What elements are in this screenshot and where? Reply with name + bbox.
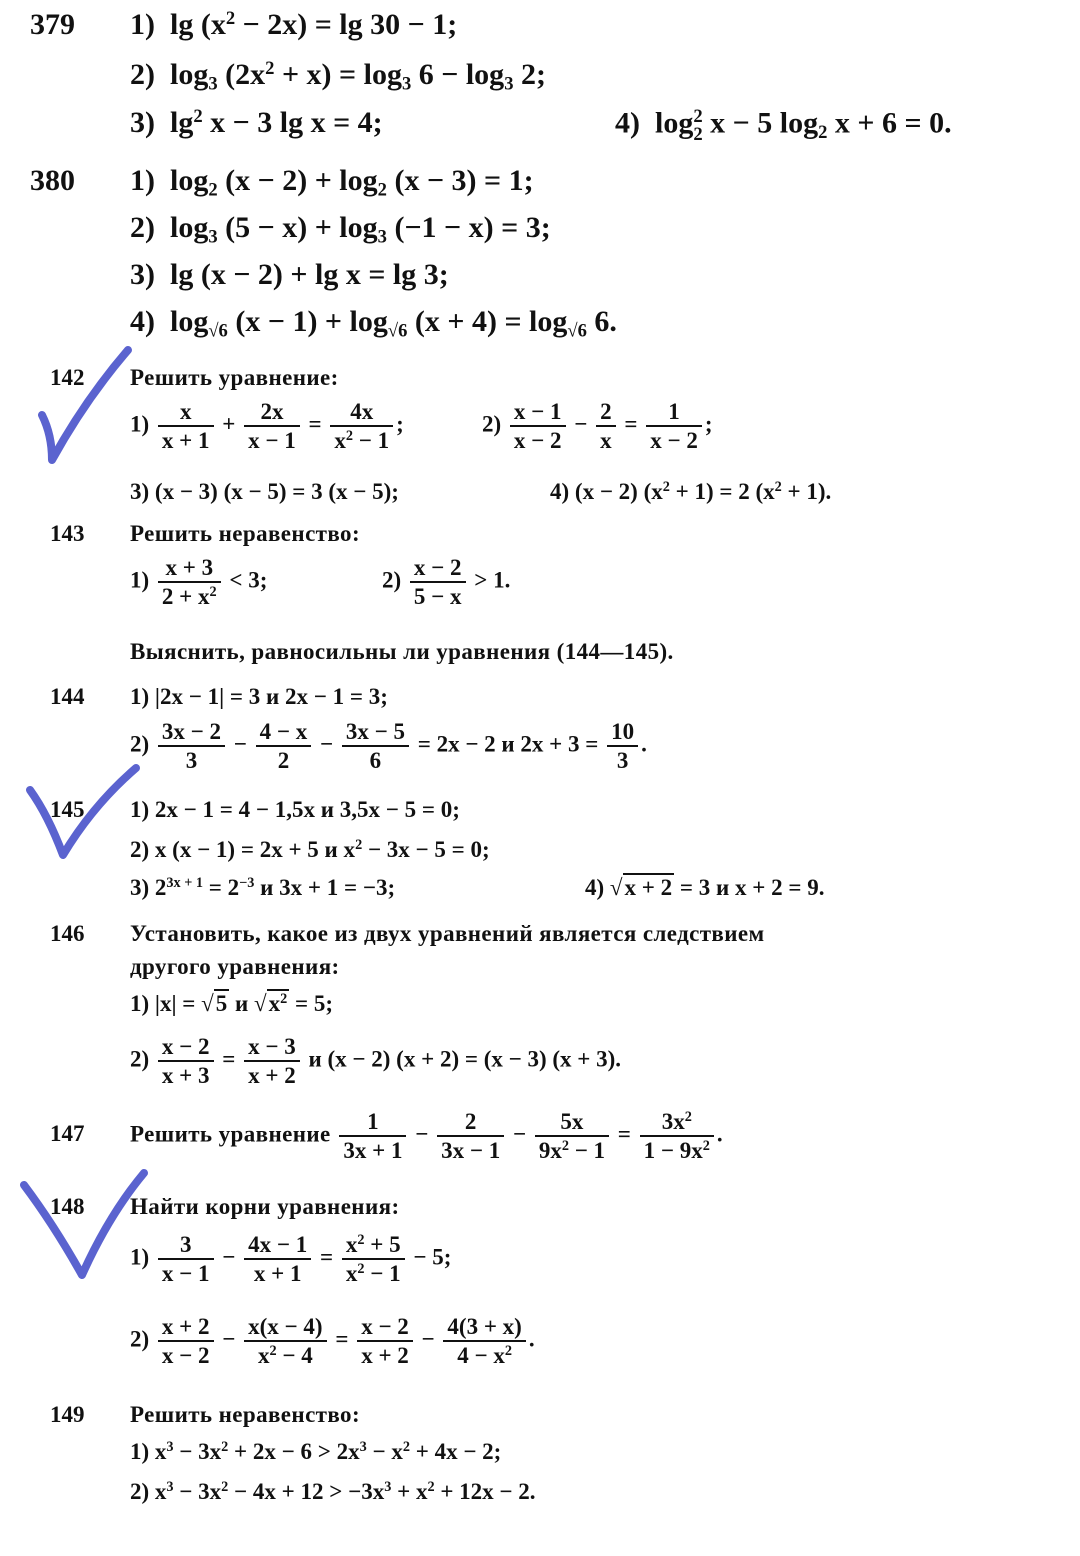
problem-149-number: 149 bbox=[50, 1402, 85, 1427]
problem-149-ineq-1: 1) $x^3 - 3x^2 + 2x - 6 > 2x^3 - x^2 + 4x - 2$; bbox=[130, 1439, 502, 1464]
problem-379-line-1: 1) $\lg (x^2 - 2x) = \lg 30 - 1$; bbox=[130, 7, 458, 41]
problem-146-title-line-2: другого уравнения: bbox=[130, 954, 340, 979]
problem-145-line-4: 4) √x + 2 = 3 и x + 2 = 9. bbox=[585, 875, 825, 900]
problem-379-number: 379 bbox=[30, 8, 75, 41]
problem-142-eq-1: 1) $\frac{x}{x + 1}$ + $\frac{2x}{x - 1}$ = $\frac{4x}{x^2 - 1}$ ; bbox=[130, 399, 404, 453]
problem-144-line-2: 2) $\frac{3x - 2}{3}$ − $\frac{4 - x}{2}$ − $\frac{3x - 5}{6}$ = 2x − 2 и 2x + 3 = $\frac{10}{3}$ . bbox=[130, 719, 647, 773]
problem-146-title-line-1: Установить, какое из двух уравнений является следствием bbox=[130, 921, 765, 946]
problem-148-eq-2: 2) $\frac{x + 2}{x - 2}$ − $\frac{x(x - 4)}{x^2 - 4}$ = $\frac{x - 2}{x + 2}$ − $\frac{4(3 + x)}{4 - x^2}$ . bbox=[130, 1314, 535, 1368]
problem-147-equation: Решить уравнение $\frac{1}{3x + 1}$ − $\frac{2}{3x - 1}$ − $\frac{5x}{9x^2 - 1}$ = $\frac{3x^2}{1 - 9x^2}$ . bbox=[130, 1109, 723, 1163]
problem-146-line-1: 1) |x| = √5 и $√x^2 = 5$; bbox=[130, 991, 334, 1016]
problem-143-ineq-2: 2) $\frac{x - 2}{5 - x}$ > 1. bbox=[382, 555, 511, 609]
problem-143-number: 143 bbox=[50, 521, 85, 546]
problem-144-number: 144 bbox=[50, 684, 85, 709]
problem-380-line-2: 2) $\log_3 (5 - x) + \log_3 (-1 - x) = 3$; bbox=[130, 211, 551, 248]
problem-145-line-2: 2) x (x − 1) = 2x + 5 и $x^2 - 3x - 5 = 0$; bbox=[130, 837, 490, 862]
problem-143-ineq-1: 1) $\frac{x + 3}{2 + x^2}$ < 3; bbox=[130, 555, 268, 609]
problem-145-number: 145 bbox=[50, 797, 85, 822]
problem-380-line-1: 1) $\log_2 (x - 2) + \log_2 (x - 3) = 1$; bbox=[130, 164, 534, 201]
problem-379-line-2: 2) $\log_3 (2x^2 + x) = \log_3 6 - \log_3 2$; bbox=[130, 57, 546, 95]
problem-379-line-3: 3) $\lg^2 x - 3$ lg x = 4; bbox=[130, 105, 383, 139]
problem-148-eq-1: 1) $\frac{3}{x - 1}$ − $\frac{4x - 1}{x + 1}$ = $\frac{x^2 + 5}{x^2 - 1}$ − 5; bbox=[130, 1232, 452, 1286]
problem-148-number: 148 bbox=[50, 1194, 85, 1219]
problem-142-title: Решить уравнение: bbox=[130, 365, 339, 390]
problem-146-number: 146 bbox=[50, 921, 85, 946]
problem-149-ineq-2: 2) $x^3 - 3x^2 - 4x + 12 > -3x^3 + x^2 + 12x - 2$. bbox=[130, 1479, 536, 1504]
problem-146-line-2: 2) $\frac{x - 2}{x + 3}$ = $\frac{x - 3}{x + 2}$ и (x − 2) (x + 2) = (x − 3) (x + 3). bbox=[130, 1034, 622, 1088]
problem-142-eq-3: 3) (x − 3) (x − 5) = 3 (x − 5); bbox=[130, 479, 399, 504]
problem-145-line-3: 3) $2^{3x + 1} = 2^{-3}$ и 3x + 1 = −3; bbox=[130, 875, 396, 900]
problem-380-number: 380 bbox=[30, 164, 75, 197]
problem-142-eq-4: 4) (x − 2) $(x^2 + 1) = 2$ $(x^2 + 1)$. bbox=[550, 479, 832, 504]
problem-142-eq-2: 2) $\frac{x - 1}{x - 2}$ − $\frac{2}{x}$ = $\frac{1}{x - 2}$ ; bbox=[482, 399, 713, 453]
problem-147-number: 147 bbox=[50, 1121, 85, 1146]
problem-380-line-3: 3) lg (x − 2) + lg x = lg 3; bbox=[130, 258, 449, 291]
checkmark-icon bbox=[18, 760, 148, 870]
problem-149-title: Решить неравенство: bbox=[130, 1402, 360, 1427]
problem-379-line-4: 4) log 2 2 x − 5 $\log_2 x + 6 = 0$. bbox=[615, 106, 952, 145]
problem-143-title: Решить неравенство: bbox=[130, 521, 360, 546]
problem-148-title: Найти корни уравнения: bbox=[130, 1194, 400, 1219]
checkmark-icon bbox=[14, 1165, 154, 1285]
section-intro-144-145: Выяснить, равносильны ли уравнения (144—145). bbox=[130, 639, 674, 664]
problem-380-line-4: 4) $\log_{√6} (x - 1) + \log_{√6} (x + 4) = \log_{√6} 6$. bbox=[130, 305, 617, 342]
checkmark-icon bbox=[30, 340, 140, 480]
problem-142-number: 142 bbox=[50, 365, 85, 390]
problem-144-line-1: 1) |2x − 1| = 3 и 2x − 1 = 3; bbox=[130, 684, 388, 709]
problem-145-line-1: 1) 2x − 1 = 4 − 1,5x и 3,5x − 5 = 0; bbox=[130, 797, 460, 822]
